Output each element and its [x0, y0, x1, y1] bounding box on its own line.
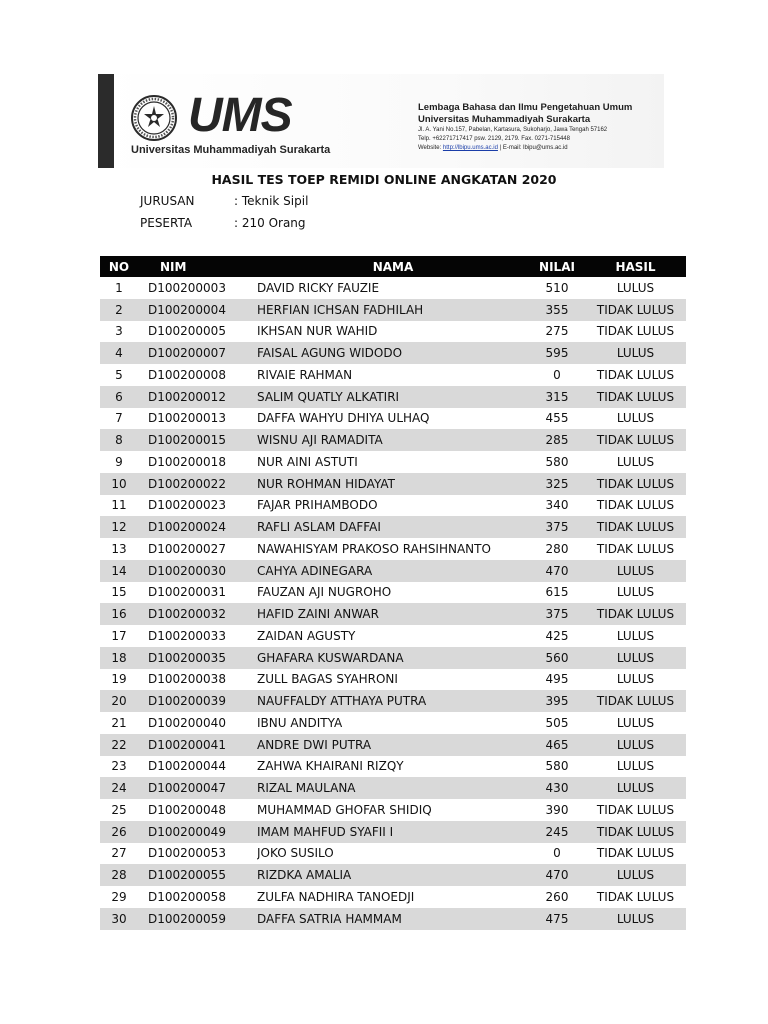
cell-nim: D100200003 [148, 280, 226, 295]
table-row [100, 277, 686, 299]
cell-nama: DAFFA SATRIA HAMMAM [257, 908, 529, 930]
cell-nim: D100200031 [148, 585, 226, 600]
table-row [100, 669, 686, 691]
cell-nama: RIZAL MAULANA [257, 777, 529, 799]
cell-hasil: TIDAK LULUS [596, 498, 675, 513]
cell-hasil: TIDAK LULUS [596, 846, 675, 861]
cell-hasil: LULUS [616, 715, 655, 730]
table-row [100, 364, 686, 386]
cell-nilai: 0 [553, 367, 561, 382]
cell-hasil: TIDAK LULUS [596, 802, 675, 817]
cell-nilai: 0 [553, 846, 561, 861]
table-row [100, 342, 686, 364]
cell-no: 24 [100, 777, 138, 799]
cell-nama: NUR ROHMAN HIDAYAT [257, 473, 529, 495]
cell-nim: D100200041 [138, 734, 257, 756]
cell-nilai: 375 [529, 516, 585, 538]
cell-hasil: LULUS [585, 647, 686, 669]
cell-hasil: LULUS [585, 864, 686, 886]
cell-nilai: 580 [545, 454, 569, 469]
cell-no: 17 [111, 628, 127, 643]
cell-no: 12 [100, 516, 138, 538]
cell-nim: D100200024 [138, 516, 257, 538]
institution-address: Jl. A. Yani No.157, Pabelan, Kartasura, Sukoharjo, Jawa Tengah 57162 [418, 127, 608, 133]
university-seal-icon [130, 94, 178, 142]
cell-nim: D100200038 [148, 672, 226, 687]
cell-nim: D100200040 [148, 715, 226, 730]
cell-nilai: 275 [545, 324, 569, 339]
cell-hasil: LULUS [585, 777, 686, 799]
cell-no: 2 [100, 299, 138, 321]
cell-nama: ZAIDAN AGUSTY [257, 628, 356, 643]
jurusan-row [140, 194, 308, 208]
cell-nilai: 470 [529, 864, 585, 886]
cell-nim: D100200023 [148, 498, 226, 513]
cell-nim: D100200022 [138, 473, 257, 495]
cell-nilai: 375 [529, 603, 585, 625]
table-row [100, 473, 686, 495]
cell-no: 6 [100, 386, 138, 408]
institution-contact [418, 144, 662, 153]
cell-nama: NUR AINI ASTUTI [257, 454, 358, 469]
letterhead [98, 74, 664, 168]
cell-nilai: 355 [529, 299, 585, 321]
cell-nilai: 390 [545, 802, 569, 817]
cell-no: 27 [111, 846, 127, 861]
table-row [100, 734, 686, 756]
cell-nama: ZULFA NADHIRA TANOEDJI [257, 889, 415, 904]
cell-nama: GHAFARA KUSWARDANA [257, 647, 529, 669]
cell-nama: JOKO SUSILO [257, 846, 334, 861]
cell-nilai: 580 [545, 759, 569, 774]
cell-hasil: TIDAK LULUS [585, 516, 686, 538]
table-row [100, 712, 686, 734]
cell-no: 11 [111, 498, 127, 513]
cell-nama: NAUFFALDY ATTHAYA PUTRA [257, 690, 529, 712]
cell-nama: SALIM QUATLY ALKATIRI [257, 386, 529, 408]
cell-hasil: LULUS [585, 342, 686, 364]
cell-no: 30 [100, 908, 138, 930]
cell-nim: D100200013 [148, 411, 226, 426]
cell-nama: IMAM MAHFUD SYAFII I [257, 821, 529, 843]
table-row [100, 451, 686, 473]
cell-no: 3 [115, 324, 123, 339]
table-row [100, 777, 686, 799]
table-row [100, 538, 686, 560]
cell-nilai: 505 [545, 715, 569, 730]
cell-nim: D100200008 [148, 367, 226, 382]
cell-nama: HERFIAN ICHSAN FADHILAH [257, 299, 529, 321]
cell-no: 22 [100, 734, 138, 756]
letterhead-accent-bar [98, 74, 114, 168]
cell-hasil: TIDAK LULUS [585, 429, 686, 451]
table-row [100, 603, 686, 625]
cell-nilai: 455 [545, 411, 569, 426]
cell-nim: D100200059 [138, 908, 257, 930]
cell-nama: ANDRE DWI PUTRA [257, 734, 529, 756]
cell-nilai: 495 [545, 672, 569, 687]
cell-nilai: 245 [529, 821, 585, 843]
cell-no: 8 [100, 429, 138, 451]
table-row [100, 386, 686, 408]
cell-no: 19 [111, 672, 127, 687]
cell-no: 23 [111, 759, 127, 774]
cell-no: 10 [100, 473, 138, 495]
table-row [100, 429, 686, 451]
cell-nilai: 430 [529, 777, 585, 799]
cell-hasil: LULUS [585, 908, 686, 930]
cell-hasil: TIDAK LULUS [596, 367, 675, 382]
cell-nim: D100200044 [148, 759, 226, 774]
cell-no: 5 [115, 367, 123, 382]
cell-no: 21 [111, 715, 127, 730]
table-row [100, 582, 686, 604]
cell-no: 16 [100, 603, 138, 625]
cell-no: 25 [111, 802, 127, 817]
cell-nama: ZULL BAGAS SYAHRONI [257, 672, 398, 687]
cell-no: 28 [100, 864, 138, 886]
cell-hasil: TIDAK LULUS [585, 821, 686, 843]
cell-hasil: LULUS [616, 280, 655, 295]
peserta-value: : 210 Orang [234, 216, 306, 230]
cell-nilai: 260 [545, 889, 569, 904]
cell-hasil: TIDAK LULUS [585, 690, 686, 712]
table-row [100, 321, 686, 343]
cell-no: 26 [100, 821, 138, 843]
cell-no: 4 [100, 342, 138, 364]
cell-nim: D100200030 [138, 560, 257, 582]
website-link[interactable]: http://lbipu.ums.ac.id [442, 145, 498, 151]
peserta-label: PESERTA [140, 216, 193, 230]
cell-nim: D100200004 [138, 299, 257, 321]
cell-no: 1 [115, 280, 123, 295]
cell-hasil: LULUS [585, 560, 686, 582]
table-row [100, 299, 686, 321]
cell-no: 7 [115, 411, 123, 426]
cell-hasil: LULUS [616, 585, 655, 600]
cell-no: 18 [100, 647, 138, 669]
peserta-row [140, 216, 306, 230]
header-nilai: NILAI [529, 256, 585, 277]
cell-nim: D100200047 [138, 777, 257, 799]
table-row [100, 647, 686, 669]
cell-hasil: LULUS [585, 734, 686, 756]
header-no: NO [100, 256, 138, 277]
cell-nama: MUHAMMAD GHOFAR SHIDIQ [257, 802, 432, 817]
cell-hasil: LULUS [616, 411, 655, 426]
cell-nama: FAISAL AGUNG WIDODO [257, 342, 529, 364]
cell-nama: RIVAIE RAHMAN [257, 367, 353, 382]
table-row [100, 908, 686, 930]
cell-nama: ZAHWA KHAIRANI RIZQY [257, 759, 404, 774]
cell-nim: D100200015 [138, 429, 257, 451]
cell-hasil: LULUS [616, 672, 655, 687]
cell-nim: D100200035 [138, 647, 257, 669]
document-title: HASIL TES TOEP REMIDI ONLINE ANGKATAN 2020 [211, 172, 557, 187]
cell-nilai: 475 [529, 908, 585, 930]
cell-nim: D100200049 [138, 821, 257, 843]
institution-phone: Telp. +62271717417 psw. 2129, 2179. Fax. 0271-715448 [418, 136, 570, 142]
cell-nim: D100200048 [148, 802, 226, 817]
cell-nama: HAFID ZAINI ANWAR [257, 603, 529, 625]
table-row [100, 843, 686, 865]
cell-hasil: LULUS [616, 759, 655, 774]
table-row [100, 690, 686, 712]
ums-logo-subtitle: Universitas Muhammadiyah Surakarta [131, 144, 331, 156]
jurusan-label: JURUSAN [140, 194, 195, 208]
header-nama: NAMA [257, 256, 529, 277]
cell-nilai: 510 [545, 280, 569, 295]
table-row [100, 886, 686, 908]
table-row [100, 408, 686, 430]
cell-nim: D100200032 [138, 603, 257, 625]
cell-nim: D100200007 [138, 342, 257, 364]
cell-no: 15 [111, 585, 127, 600]
cell-no: 13 [111, 541, 127, 556]
table-row [100, 625, 686, 647]
cell-nilai: 560 [529, 647, 585, 669]
table-row [100, 516, 686, 538]
cell-nama: RAFLI ASLAM DAFFAI [257, 516, 529, 538]
cell-hasil: TIDAK LULUS [596, 541, 675, 556]
cell-nama: IKHSAN NUR WAHID [257, 324, 378, 339]
table-header-row [100, 256, 686, 277]
header-nim: NIM [138, 256, 257, 277]
cell-nilai: 425 [545, 628, 569, 643]
cell-no: 29 [111, 889, 127, 904]
cell-nama: DAFFA WAHYU DHIYA ULHAQ [257, 411, 430, 426]
cell-no: 14 [100, 560, 138, 582]
website-label: Website: [418, 145, 442, 151]
cell-nilai: 280 [545, 541, 569, 556]
ums-logo: UMS [188, 89, 292, 142]
cell-no: 9 [115, 454, 123, 469]
institution-info [418, 102, 662, 153]
cell-hasil: LULUS [616, 628, 655, 643]
university-name: Universitas Muhammadiyah Surakarta [418, 114, 591, 125]
cell-nama: DAVID RICKY FAUZIE [257, 280, 380, 295]
table-row [100, 756, 686, 778]
cell-nama: IBNU ANDITYA [257, 715, 343, 730]
cell-hasil: TIDAK LULUS [596, 889, 675, 904]
cell-nilai: 470 [529, 560, 585, 582]
header-hasil: HASIL [585, 256, 686, 277]
institution-name: Lembaga Bahasa dan Ilmu Pengetahuan Umum [418, 102, 633, 113]
cell-nim: D100200018 [148, 454, 226, 469]
cell-no: 20 [100, 690, 138, 712]
cell-nim: D100200039 [138, 690, 257, 712]
table-body [100, 277, 686, 930]
results-table [100, 256, 686, 930]
cell-nim: D100200005 [148, 324, 226, 339]
email-text: | E-mail: lbipu@ums.ac.id [499, 145, 568, 151]
cell-hasil: TIDAK LULUS [585, 386, 686, 408]
table-row [100, 799, 686, 821]
cell-nim: D100200055 [138, 864, 257, 886]
cell-nilai: 615 [545, 585, 569, 600]
cell-nilai: 340 [545, 498, 569, 513]
cell-hasil: TIDAK LULUS [585, 473, 686, 495]
cell-hasil: TIDAK LULUS [585, 603, 686, 625]
cell-hasil: TIDAK LULUS [596, 324, 675, 339]
cell-nama: FAUZAN AJI NUGROHO [257, 585, 392, 600]
cell-hasil: LULUS [616, 454, 655, 469]
table-row [100, 821, 686, 843]
cell-nama: CAHYA ADINEGARA [257, 560, 529, 582]
cell-nilai: 465 [529, 734, 585, 756]
cell-nilai: 325 [529, 473, 585, 495]
cell-nilai: 285 [529, 429, 585, 451]
table-row [100, 495, 686, 517]
cell-nilai: 595 [529, 342, 585, 364]
cell-nilai: 395 [529, 690, 585, 712]
table-row [100, 560, 686, 582]
cell-nama: RIZDKA AMALIA [257, 864, 529, 886]
cell-hasil: TIDAK LULUS [585, 299, 686, 321]
cell-nim: D100200027 [148, 541, 226, 556]
cell-nim: D100200033 [148, 628, 226, 643]
cell-nim: D100200012 [138, 386, 257, 408]
jurusan-value: : Teknik Sipil [234, 194, 309, 208]
cell-nim: D100200053 [148, 846, 226, 861]
cell-nim: D100200058 [148, 889, 226, 904]
cell-nama: WISNU AJI RAMADITA [257, 429, 529, 451]
cell-nama: NAWAHISYAM PRAKOSO RAHSIHNANTO [257, 541, 491, 556]
cell-nilai: 315 [529, 386, 585, 408]
cell-nama: FAJAR PRIHAMBODO [257, 498, 378, 513]
table-row [100, 864, 686, 886]
